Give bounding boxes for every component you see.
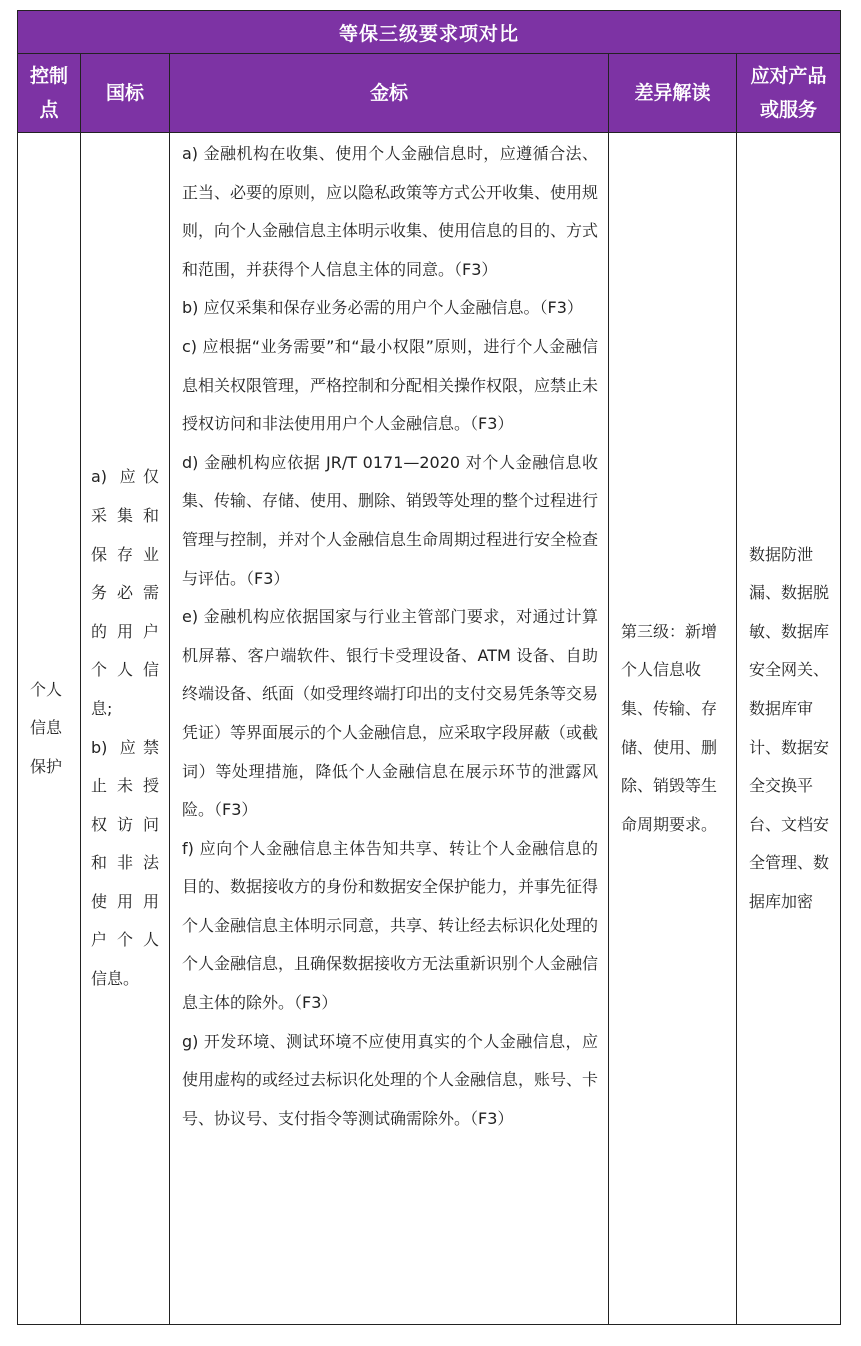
financial-item-c: c) 应根据“业务需要”和“最小权限”原则，进行个人金融信息相关权限管理，严格控制和分配相关操作权限，应禁止未授权访问和非法使用用户个人金融信息。（F3） [182,336,599,434]
table-title: 等保三级要求项对比 [18,11,841,54]
comparison-table-wrapper [17,10,840,1325]
financial-item-g: g) 开发环境、测试环境不应使用真实的个人金融信息，应使用虚构的或经过去标识化处理的个人金融信息，账号、卡号、协议号、支付指令等测试确需除外。（F3） [182,1031,599,1128]
financial-item-a: a) 金融机构在收集、使用个人金融信息时，应遵循合法、正当、必要的原则，应以隐私政策等方式公开收集、使用规则，向个人金融信息主体明示收集、使用信息的目的、方式和范围，并获得个人信息主体的同意。（F3） [182,144,599,279]
cell-national-standard: a) 应仅 采集和 保存业 务必需 的用户 个人信 息; b) 应禁 止未授 权访问 和非法 使用用 户个人 信息。 [81,133,170,1325]
cell-financial-standard [170,133,609,1325]
header-national-standard: 国标 [81,54,170,133]
cell-difference: 第三级：新增个人信息收集、传输、存储、使用、删除、销毁等生命周期要求。 [609,133,737,1325]
financial-item-f: f) 应向个人金融信息主体告知共享、转让个人金融信息的目的、数据接收方的身份和数据安全保护能力，并事先征得个人金融信息主体明示同意，共享、转让经去标识化处理的个人金融信息，且确保数据接收方无法重新识别个人金融信息主体的除外。（F3） [182,838,599,1013]
financial-item-d: d) 金融机构应依据 JR/T 0171—2020 对个人金融信息收集、传输、存储、使用、删除、销毁等处理的整个过程进行管理与控制，并对个人金融信息生命周期过程进行安全检查与评估。（F3） [182,452,599,588]
financial-item-e: e) 金融机构应依据国家与行业主管部门要求，对通过计算机屏幕、客户端软件、银行卡受理设备、ATM 设备、自助终端设备、纸面（如受理终端打印出的支付交易凭条等交易凭证）等界面展示的个人金融信息，应采取字段屏蔽（或截词）等处理措施，降低个人金融信息在展示环节的泄露风险。（F3） [182,607,599,820]
financial-item-b: b) 应仅采集和保存业务必需的用户个人金融信息。（F3） [182,298,583,318]
header-financial-standard: 金标 [170,54,609,133]
header-products: 应对产品 或服务 [737,54,841,133]
header-control-point: 控制 点 [18,54,81,133]
header-difference: 差异解读 [609,54,737,133]
comparison-table [17,10,841,1325]
cell-products: 数据防泄漏、数据脱敏、数据库安全网关、数据库审计、数据安全交换平台、文档安全管理、数据库加密 [737,133,841,1325]
table-row [18,133,841,1325]
cell-control-point: 个人 信息 保护 [18,133,81,1325]
